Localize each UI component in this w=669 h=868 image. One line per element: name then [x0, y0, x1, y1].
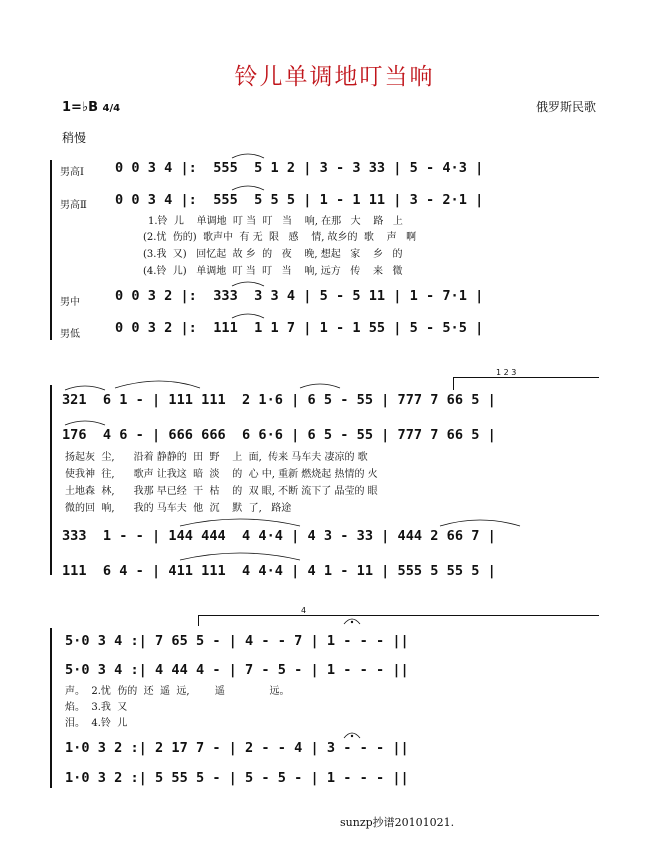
voice-label-tenor2: 男高Ⅱ	[60, 200, 87, 211]
system-3-tenor1-line: 5·0 3 4 :| 7 65 5 - | 4 - - 7 | 1 - - - ||	[65, 633, 409, 649]
slur-2	[232, 186, 264, 190]
system-2-lyric-3: 土地森 林, 我那 早已经 干 枯 的 双 眼, 不断 流下了 晶莹的 眼	[65, 486, 378, 497]
author-credit: 俄罗斯民歌	[536, 100, 597, 114]
system-3-lyric-1: 声。 2.忧 伤的 还 遥 远, 遥 远。	[65, 686, 290, 697]
system-1-lyric-1: 1.铃 儿 单调地 叮 当 叮 当 响, 在那 大 路 上	[148, 216, 403, 227]
system-1-baritone-line: 0 0 3 2 |: 333 3 3 4 | 5 - 5 11 | 1 - 7·1 |	[115, 288, 484, 304]
section-number: 4	[301, 606, 307, 615]
system-3-lyric-3: 泪。 4.铃 儿	[65, 718, 128, 729]
system-1-lyric-3: (3.我 又) 回忆起 故 乡 的 夜 晚, 想起 家 乡 的	[143, 249, 403, 260]
fermata-dot-1	[351, 621, 353, 623]
slur-6	[115, 381, 200, 388]
volta-label: 1 2 3	[496, 368, 517, 377]
system-2-lyric-2: 使我神 往, 歌声 让我这 暗 淡 的 心 中, 重新 燃烧起 热情的 火	[65, 469, 378, 480]
voice-label-tenor1: 男高Ⅰ	[60, 167, 84, 178]
footer-credit: sunzp抄谱20101021.	[340, 816, 455, 829]
system-1-bass-line: 0 0 3 2 |: 111 1 1 7 | 1 - 1 55 | 5 - 5·5 |	[115, 320, 484, 336]
song-title: 铃儿单调地叮当响	[234, 64, 435, 90]
system-2-tenor2-line: 176 4 6 - | 666 666 6 6·6 | 6 5 - 55 | 777 7 66 5 |	[62, 427, 496, 443]
system-3-bass-line: 1·0 3 2 :| 5 55 5 - | 5 - 5 - | 1 - - - ||	[65, 770, 409, 786]
slur-9	[180, 519, 300, 526]
time-signature: 4/4	[102, 103, 121, 114]
system-2-lyric-4: 微的回 响, 我的 马车夫 他 沉 默 了, 路途	[65, 503, 292, 514]
key-signature-text: 1=♭B	[62, 100, 98, 115]
slur-10	[440, 520, 520, 526]
slur-8	[65, 421, 105, 425]
slur-1	[232, 154, 264, 158]
slur-11	[180, 553, 300, 560]
slur-3	[232, 282, 264, 286]
system-1-lyric-2: (2.忧 伤的) 歌声中 有 无 限 感 情, 故乡的 歌 声 啊	[143, 232, 417, 243]
slur-4	[232, 314, 264, 318]
system-1-tenor1-line: 0 0 3 4 |: 555 5 1 2 | 3 - 3 33 | 5 - 4·3 |	[115, 160, 484, 176]
fermata-dot-2	[351, 735, 353, 737]
voice-label-bass: 男低	[60, 329, 80, 340]
system-3-lyric-2: 焰。 3.我 又	[65, 702, 128, 713]
system-3-baritone-line: 1·0 3 2 :| 2 17 7 - | 2 - - 4 | 3 - - - ||	[65, 740, 409, 756]
slur-5	[65, 386, 105, 390]
system-1-lyric-4: (4.铃 儿) 单调地 叮 当 叮 当 响, 远方 传 来 微	[143, 266, 403, 277]
voice-label-baritone: 男中	[60, 297, 80, 308]
system-2-baritone-line: 333 1 - - | 144 444 4 4·4 | 4 3 - 33 | 444 2 66 7 |	[62, 528, 496, 544]
slur-7	[300, 384, 340, 388]
system-2-lyric-1: 扬起灰 尘, 沿着 静静的 田 野 上 面, 传来 马车夫 凄凉的 歌	[65, 452, 368, 463]
system-1-tenor2-line: 0 0 3 4 |: 555 5 5 5 | 1 - 1 11 | 3 - 2·1 |	[115, 192, 484, 208]
system-2-tenor1-line: 321 6 1 - | 111 111 2 1·6 | 6 5 - 55 | 777 7 66 5 |	[62, 392, 496, 408]
system-2-bass-line: 111 6 4 - | 411 111 4 4·4 | 4 1 - 11 | 555 5 55 5 |	[62, 563, 496, 579]
tempo-marking: 稍慢	[62, 131, 87, 145]
system-3-tenor2-line: 5·0 3 4 :| 4 44 4 - | 7 - 5 - | 1 - - - ||	[65, 662, 409, 678]
